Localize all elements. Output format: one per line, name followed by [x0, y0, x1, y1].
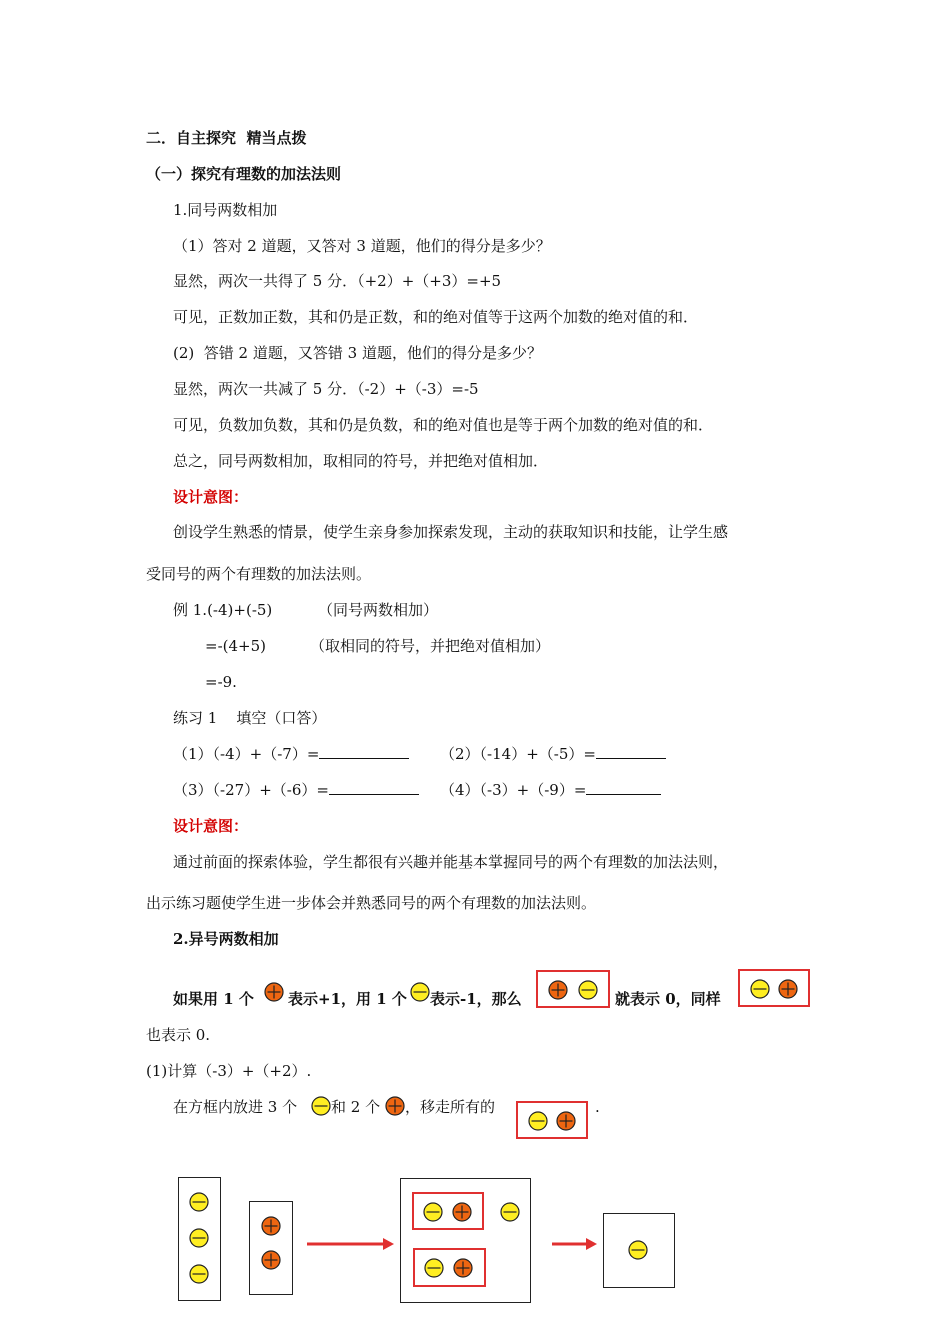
- plus-coin-icon: [264, 982, 284, 1002]
- minus-coin-icon: [189, 1228, 209, 1248]
- minus-coin-icon: [750, 979, 770, 999]
- zero-pair-box-3: [516, 1101, 588, 1139]
- minus-coin-icon: [500, 1202, 520, 1222]
- part2-intro-c: 表示-1，那么: [430, 990, 522, 1008]
- subsection-title: （一）探究有理数的加法法则: [146, 165, 342, 183]
- minus-coin-icon: [311, 1096, 331, 1116]
- zero-pair-box-2: [738, 969, 810, 1007]
- part1-conclusion-2: 可见，负数加负数，其和仍是负数，和的绝对值也是等于两个加数的绝对值的和．: [173, 416, 714, 434]
- part1-conclusion-1: 可见，正数加正数，其和仍是正数，和的绝对值等于这两个加数的绝对值的和．: [173, 308, 699, 326]
- design-intent-text-1b: 受同号的两个有理数的加法法则。: [146, 565, 372, 583]
- plus-coin-icon: [778, 979, 798, 999]
- part1-answer-1: 显然，两次一共得了 5 分．（+2）+（+3）=+5: [173, 272, 502, 290]
- minus-coin-icon: [189, 1264, 209, 1284]
- part2-intro-e: 也表示 0.: [146, 1026, 211, 1044]
- minus-coin-icon: [410, 982, 430, 1002]
- answer-blank-1[interactable]: [319, 744, 409, 759]
- example1-line1-note: （同号两数相加）: [318, 601, 439, 619]
- minus-coin-icon: [423, 1202, 443, 1222]
- part2-intro-a: 如果用 1 个: [173, 990, 254, 1008]
- example1-line2-expr: =-(4+5): [205, 637, 266, 655]
- part1-question-2: (2) 答错 2 道题，又答错 3 道题，他们的得分是多少？: [173, 344, 542, 362]
- minus-coin-icon: [578, 980, 598, 1000]
- minus-coin-icon: [628, 1240, 648, 1260]
- example1-line1-expr: 例 1.(-4)+(-5): [173, 601, 273, 619]
- design-intent-label-1: 设计意图：: [173, 488, 249, 506]
- part2-intro-d: 就表示 0，同样: [615, 990, 721, 1008]
- part1-summary: 总之，同号两数相加，取相同的符号，并把绝对值相加．: [173, 452, 549, 470]
- design-intent-text-1a: 创设学生熟悉的情景，使学生亲身参加探索发现，主动的获取知识和技能，让学生感: [173, 523, 729, 541]
- plus-coin-icon: [556, 1111, 576, 1131]
- answer-blank-4[interactable]: [586, 780, 661, 795]
- part2-step-b: 和 2 个: [331, 1098, 381, 1116]
- exercise1-item-1: （1）（-4）+（-7）=: [173, 744, 409, 764]
- plus-coin-icon: [548, 980, 568, 1000]
- part2-calc: (1)计算（-3）+（+2）.: [146, 1062, 312, 1080]
- section-title: 二．自主探究 精当点拨: [146, 129, 307, 147]
- design-intent-text-2a: 通过前面的探索体验，学生都很有兴趣并能基本掌握同号的两个有理数的加法法则，: [173, 853, 729, 871]
- design-intent-label-2: 设计意图：: [173, 817, 249, 835]
- plus-coin-icon: [261, 1216, 281, 1236]
- plus-coin-icon: [453, 1258, 473, 1278]
- design-intent-text-2b: 出示练习题使学生进一步体会并熟悉同号的两个有理数的加法法则。: [146, 894, 597, 912]
- part2-heading: 2.异号两数相加: [173, 930, 279, 948]
- plus-coin-icon: [261, 1250, 281, 1270]
- part1-question-1: （1）答对 2 道题，又答对 3 道题，他们的得分是多少？: [173, 237, 551, 255]
- minus-coin-icon: [189, 1192, 209, 1212]
- minus-coin-icon: [424, 1258, 444, 1278]
- example1-line3-expr: =-9.: [205, 673, 237, 691]
- plus-coin-icon: [452, 1202, 472, 1222]
- red-arrow-icon: [305, 1236, 395, 1252]
- part2-step-a: 在方框内放进 3 个: [173, 1098, 298, 1116]
- red-arrow-icon: [550, 1236, 600, 1252]
- part2-intro-b: 表示+1，用 1 个: [288, 990, 407, 1008]
- part1-heading: 1.同号两数相加: [173, 201, 278, 219]
- plus-coin-icon: [385, 1096, 405, 1116]
- exercise1-item-2: （2）（-14）+（-5）=: [440, 744, 666, 764]
- part1-answer-2: 显然，两次一共减了 5 分．（-2）+（-3）=-5: [173, 380, 479, 398]
- example1-line2-note: （取相同的符号，并把绝对值相加）: [310, 637, 551, 655]
- answer-blank-2[interactable]: [596, 744, 666, 759]
- minus-coin-icon: [528, 1111, 548, 1131]
- part2-step-end: .: [595, 1098, 600, 1116]
- answer-blank-3[interactable]: [329, 780, 419, 795]
- exercise1-item-4: （4）（-3）+（-9）=: [440, 780, 661, 800]
- exercise1-item-3: （3）（-27）+（-6）=: [173, 780, 419, 800]
- exercise1-title: 练习 1 填空（口答）: [173, 709, 327, 727]
- part2-step-c: ，移走所有的: [405, 1098, 496, 1116]
